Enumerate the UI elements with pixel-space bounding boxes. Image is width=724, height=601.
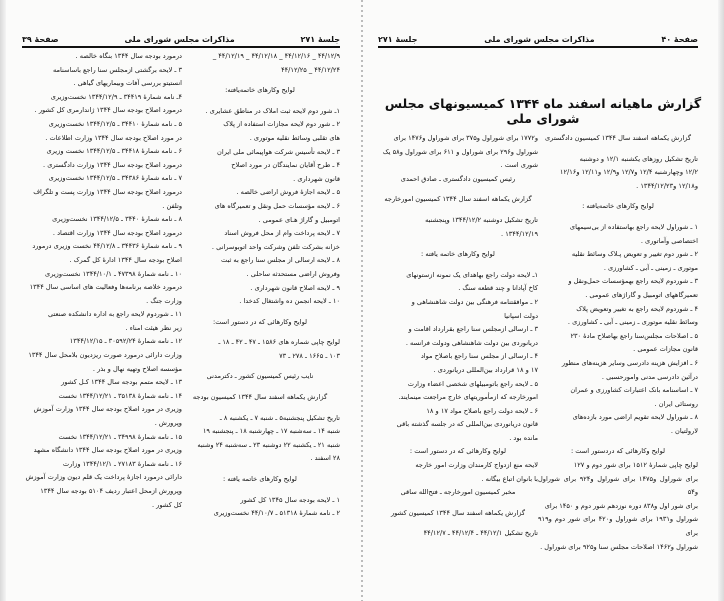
text-line: ۶ ـ نامه شمارهٔ ۳۴۴۱۸ ـ ۱۳۴۴/۱۲/۵ نخست وزیری — [46, 147, 182, 156]
text-line: ۳ ـ ارسالی ازمجلس سنا راجع بقرارداد اقامت و — [408, 325, 538, 334]
text-line: شنبه ۱۴ ـ سه‌شنبه ۱۷ ـ چهارشنبه ۱۸ ـ پنجشنبه ۱۹ — [202, 427, 340, 436]
text-line: رئیس کمیسیون دادگستری ـ صادق احمدی — [400, 174, 516, 183]
text-line: لوایح وکارهای خاتمه یافته : — [223, 475, 297, 484]
spacer — [538, 438, 698, 445]
text-line: گزارش یکماهه اسفند سال ۱۳۴۴ کمیسیون کشور — [390, 508, 526, 517]
text-line: درمورد اصلاح بودجه سال ۱۳۴۴ وزارت دادگستری . — [43, 160, 182, 169]
text-line: ۱ـ لایحه دولت راجع بهاهدای یک نمونه ازستونهای — [406, 270, 538, 279]
text-line: ۵ ـ لایحه اجازهٔ فروش اراضی خالصه . — [236, 188, 340, 197]
text-line: نایب رئیس کمیسیون کشور ـ دکترمدنی — [206, 372, 314, 381]
text-line: ۸ ـ شوراول لایحه تقویم اراضی مورد بازده‌های — [572, 413, 698, 422]
text-line: ۳ ـ شوردوم لایحه راجع بهمؤسسات حمل‌ونقل و — [568, 277, 698, 286]
text-line: ۱۱ ـ شوردوم لایحه راجع به اداره دانشکده صنعتی — [47, 310, 182, 319]
text-line: برای شور اول و۸۳۸ دوره نوزدهم شور دوم و ۱۴۵۰ برای — [544, 501, 698, 510]
report-title: گزارش ماهیانه اسفند ماه ۱۳۴۴ کمیسیونهای مجلس شورای ملی — [384, 96, 702, 126]
text-line: تعمیرگاههای اتومبیل و گاراژهای عمومی . — [585, 290, 698, 299]
text-line: انستیتو بررسی آفات وبیماریهای گیاهی . — [73, 79, 182, 88]
text-line: ۱۴ ـ نامه شمارهٔ ۳۵۱۳۸ ـ ۱۳۴۴/۱۲/۲۱ نخست — [58, 391, 182, 400]
text-line: ۵ ـ لایحه راجع باتومبیلهای شخصی اعضاء وزارت — [407, 379, 538, 388]
spacer — [538, 214, 698, 221]
text-line: لایحه منع ازدواج کارمندان وزارت امور خارجه — [415, 461, 538, 470]
text-line: گزارش یکماهه اسفند سال ۱۳۴۴ کمیسیون بودجه — [192, 393, 328, 402]
text-line: لوایح وکارهای خاتمه یافته : — [421, 250, 495, 259]
text-line: وسائط نقلیه موتوری ـ زمینی ـ آبی ـ کشاورزی . — [567, 318, 698, 327]
text-line: شنبه ۲۱ ـ یکشنبه ۲۲ دوشنبه ۲۳ ـ سه‌شنبه ۲۴ وشنبه — [197, 440, 340, 449]
text-line: لوایح وکارهائی که دردستور است : — [570, 447, 666, 456]
text-line: دریانوردی بین دولت شاهنشاهی ودولت فرانسه . — [405, 338, 538, 347]
spacer — [378, 500, 538, 507]
text-line: وپرورش ازمحل اعتبار ردیف ۵۱۰۴ بودجه سال ۱۳۴۴ — [40, 487, 182, 495]
text-line: و۱۲/۱۸ و۱۳۴۴/۱۲/۲۳ . — [636, 181, 698, 190]
spacer — [180, 77, 340, 84]
text-line: تاریخ تشکیل پنجشنبه۵ ـ شنبه ۷ ـ یکشنبه ۸ ـ — [219, 413, 340, 422]
text-line: لارولتیان . — [670, 426, 698, 435]
left-page-right-column — [180, 50, 340, 521]
text-line: مانده بود . — [509, 433, 538, 442]
text-line: اتومبیل و گاراژ هـای عمومی . — [258, 215, 340, 224]
text-line: کاخ آپادانا و چند قطعه سنگ . — [458, 284, 538, 293]
text-line: ۲ ـ شور دوم تغییر و تعویض پـلاک وسائط نقلیه — [571, 250, 698, 259]
text-line: ۴ ـ شوردوم لایحه راجع به تغییر وتعویض پلاک — [576, 304, 698, 313]
text-line: ۳ ـ لایحه تأسیس شرکت هواپیمائی ملی ایران — [217, 147, 340, 156]
text-line: ۹ ـ نامه شمارهٔ ۳۴۴۳۶ ـ ۴۴/۱۲/۸ نخست وزیری درمورد — [32, 242, 182, 251]
right-page-right-column — [538, 132, 698, 554]
text-line: گزارش یکماهه اسفند سال ۱۳۴۴ کمیسیون دادگستری — [545, 134, 691, 142]
text-line: ۴ ـ ارسالی از مجلس سنا راجع باصلاح مواد — [420, 352, 538, 361]
text-line: ۴ ـ طرح آقایان نمایندگان در مورد اصلاح — [231, 161, 340, 170]
text-line: تاریخ تشکیل ۴۴/۱۲/۱ ـ ۴۴/۱۲/۴ ـ ۴۴/۱۲/۷ — [423, 529, 538, 538]
text-line: قانون دریانوردی بین‌المللی که در جلسه گذشته باقی — [396, 420, 538, 429]
text-line: شوری است . — [500, 161, 538, 170]
text-line: ۳ ـ لایحه برگشتی ازمجلس سنا راجع باساسنامه — [52, 65, 182, 74]
text-line: شوراول و۲۹۶ برای شوراول و ۶۱۱ برای شوراول و۵۸ یک — [382, 147, 538, 156]
text-line: زیر نظر هیئت امناء . — [125, 323, 182, 332]
text-line: لوایح وکارهای خاتمه‌یافته: — [225, 86, 295, 95]
spacer — [180, 466, 340, 473]
text-line: خزانه بشرکت تلفن وشرکت واحد اتوبوسرانی . — [211, 242, 340, 251]
text-line: ۶ ـ افزایش هزینه دادرسی وسایر هزینه‌های منظور — [561, 358, 698, 367]
text-line: لوایح چاپی شمارهٔ ۱۵۱۲ برای شور دوم و ۱۲۷ — [573, 461, 698, 470]
text-line: ۲ ـ نامه شمارهٔ ۵۱۳۱۸ ـ ۴۴/۱۰/۷ نخست‌وزیری — [213, 509, 340, 518]
page-number: صفحهٔ ۴۰ — [661, 35, 698, 44]
text-line: ۹ ـ لایحه اصلاح قانون شهرداری . — [250, 283, 340, 292]
text-line: ۸ ـ لایحه ارسالی از مجلس سنا راجع به ثبت — [221, 256, 340, 265]
text-line: لوایح وکارهای خاتمه‌یافته : — [582, 202, 654, 211]
text-line: ۴۴/۱۲/۲۴ _ ۴۴/۱۲/۲۵ — [281, 65, 340, 74]
page-number: صفحهٔ ۳۹ — [22, 35, 59, 44]
text-line: ۸ ـ نامه شمارهٔ ۳۴۴۰ ـ ۱۳۴۴/۱۲/۵ نخست‌وزیری — [52, 215, 182, 224]
spacer — [180, 405, 340, 412]
text-line: لوایح وکارهائی که در دستور است : — [409, 447, 507, 456]
text-line: ۱۰ ـ لایحه انجمن ده واشتغال کدخدا . — [239, 297, 340, 306]
text-line: اختصاصی وآماتوری . — [640, 236, 698, 245]
text-line: با بانوان اتباع بیگانه . — [481, 474, 538, 483]
text-line: ۲ ـ شور دوم لایحه مجازات استفاده از پلاک‌ — [223, 120, 340, 129]
text-line: ۱۰ ـ نامه شمارهٔ ۴۷۳۹۸ ـ ۱۳۴۴/۱۰/۱ نخست‌وزیری — [45, 269, 182, 278]
text-line: اصلاح بودجه سال ۱۳۴۴ ادارهٔ کل گمرک . — [69, 255, 182, 264]
text-line: ۱۰۳ ـ ۱۶۶۵ ـ ۲۷۸ ـ ۷۳ — [279, 351, 340, 360]
spacer — [180, 309, 340, 316]
text-line: ۱۳ ـ لایحه متمم بودجه سال ۱۳۴۴ کـل کشور — [61, 378, 182, 387]
text-line: موتوری ـ زمینی ـ آبی ـ کشاورزی . — [603, 263, 698, 272]
text-line: دارائی درمورد اجازهٔ پرداخت یک قلم دیون وزارت آموزش — [25, 473, 182, 482]
text-line: وزیری در مورد اصلاح بودجه سال ۱۳۴۴ دانشگاه مشهد — [33, 446, 182, 455]
text-line: ۲ ـ موافقتنامه فرهنگی بین دولت شاهنشاهی و — [411, 297, 538, 306]
text-line: وپرورش . — [154, 419, 182, 428]
text-line: وزارت جنگ . — [146, 296, 182, 305]
text-line: ۱۶ ـ نامه شمارهٔ ۲۷۱۸۳ ـ ۱۳۴۴/۱۲/۱ وزارت — [62, 459, 182, 468]
text-line: ۷ ـ نامه شمارهٔ ۳۴۳۸۶ ـ ۱۳۴۴/۱۲/۵ نخست‌وزیری — [48, 174, 182, 183]
spacer — [180, 98, 340, 105]
spacer — [378, 207, 538, 214]
text-line: ۵ ـ نامه شمارهٔ ۳۴۴۱۰ ـ ۱۳۴۴/۱۲/۵ نخست‌وزیری — [48, 119, 182, 128]
text-line: وفروش اراضی مستحدثه ساحلی . — [246, 269, 340, 278]
text-line: شوراول و۱۹۳۱ برای شوراول و۴۲۰ برای شور دوم و۹۱۹ برای — [538, 515, 699, 538]
spacer — [180, 487, 340, 494]
text-line: ۱ ـ شوراول لایحه راجع بهاستفاده از بی‌سیمهای — [569, 222, 698, 231]
text-line: ۴ـ نامه شمارهٔ ۳۴۴۱۹ ـ ۱۳۴۴/۱۲/۹ نخست‌وزیری — [50, 92, 182, 101]
text-line: درمورد بودجه سال ۱۳۴۴ بنگاه خالصه . — [75, 52, 182, 60]
text-line: های تقلبی وسائط نقلیه موتوری . — [249, 133, 340, 142]
text-line: ۵ ـ اصلاحات مجلس‌سنا راجع بهاصلاح مادهٔ ۲۳۰ — [570, 331, 698, 340]
text-line: قانون مجازات عمومی . — [633, 345, 698, 354]
text-line: ۶ ـ لایحه مؤسسات حمل ونقل و تعمیرگاه های — [214, 201, 340, 210]
text-line: روستائی ایران . — [654, 399, 698, 408]
text-line: درمورد خلاصه برنامه‌ها وفعالیت های اساسی سال ۱۳۴۴ — [29, 283, 182, 292]
text-line: درمورد اصلاح بودجه سال ۱۳۴۴ وزارت پست و تلگراف — [33, 187, 182, 196]
spacer — [378, 186, 538, 193]
spacer — [180, 384, 340, 391]
text-line: ۱۷ و ۱۸ قرارداد بین‌المللی دریانوردی . — [433, 365, 538, 374]
right-page-left-column — [378, 132, 538, 541]
text-line: امورخارجه که ازمأموریتهای خارج مراجعت مینمایند. — [398, 393, 538, 402]
spacer — [180, 363, 340, 370]
text-line: تاریخ تشکیل دوشنبه ۱۳۴۴/۱۲/۲ وپنجشنبه — [425, 215, 538, 224]
text-line: وزیری در مورد اصلاح بودجه سال ۱۳۴۴ وزارت آموزش — [33, 405, 182, 414]
text-line: وتلفن . — [162, 201, 182, 210]
text-line: ۷ ـ لایحه پرداخت وام از محل فروش اسناد — [224, 229, 340, 238]
text-line: مخبر کمیسیون امورخارجه ـ فتح‌الله ساقی — [400, 488, 516, 497]
spacer — [378, 262, 538, 269]
text-line: تاریخ تشکیل روزهای یکشنبه ۱۲/۱ و دوشنبه — [579, 154, 698, 163]
text-line: ۱ ـ لایحه بودجه سال ۱۳۴۵ کل کشور — [240, 495, 340, 504]
text-line: درآئین دادرسی مدنی وامورحسبی . — [601, 372, 698, 381]
text-line: کل کشور . — [151, 500, 182, 509]
text-line: ۱ـ شور دوم لایحه ثبت املاک در مناطق عشایری . — [205, 106, 340, 115]
left-page-left-column — [22, 50, 182, 512]
session-number: جلسهٔ ۲۷۱ — [300, 35, 340, 44]
text-line: ۱۳۴۴/۱۲/۱۹ . — [501, 229, 538, 238]
text-line: درمورد اصلاح بودجه سال ۱۳۴۴ ژاندارمری کل کشور . — [34, 106, 182, 115]
text-line: گزارش یکماهه اسفند سال ۱۳۴۴ کمیسیون امورخارجه — [384, 195, 532, 204]
left-page-header — [22, 28, 340, 48]
right-page — [362, 0, 724, 601]
text-line: مؤسسه اصلاح وتهیه نهال و بذر . — [92, 364, 182, 373]
spacer — [538, 193, 698, 200]
text-line: شوراول و۱۴۶۲ اصلاحات مجلس سنا و۹۲۵ برای شوراول . — [540, 542, 698, 551]
text-line: برای شوراول و۱۴۷۵ برای شوراول و۹۲۴ برای شوراول و۵۴ — [538, 474, 698, 497]
text-line: ۱۵ ـ نامه شمارهٔ ۳۴۹۹۸ ـ ۱۳۴۴/۱۲/۲۱ نخست — [58, 432, 182, 441]
text-line: ۴۴/۱۲/۹ _ ۴۴/۱۲/۱۶ _ ۴۴/۱۲/۱۸ _ ۴۴/۱۲/۱۹ _ — [212, 52, 340, 60]
text-line: ۷ ـ اساسنامه بانک اعتبارات کشاورزی و عمران — [570, 386, 698, 395]
text-line: قانون شهرداری . — [293, 174, 340, 183]
spacer — [378, 520, 538, 527]
text-line: ۲۸ اسفند . — [310, 454, 340, 463]
text-line: و۱۷۷۲ برای شوراول و۳۷۵ برای شوراول و۱۴۷۶ برای — [393, 134, 538, 142]
text-line: لوایح چاپی شماره های ۱۵۸۶ ـ ۴۷ ـ ۴۲ ـ ۱۸ ـ — [218, 338, 340, 347]
running-title: مذاکرات مجلس شورای ملی — [484, 35, 595, 44]
text-line: ۶ ـ لایحه دولت راجع باصلاح مواد ۱۷ و ۱۸ — [426, 406, 538, 415]
text-line: در مورد اصلاح بودجه سال ۱۳۴۴ وزارت اطلاعات . — [45, 133, 182, 142]
right-page-header — [378, 28, 698, 48]
text-line: ۱۲/۲ وچهارشنبه ۱۲/۴ و۱۲/۷ و۱۲/۹ و۱۲/۱۱ و۱۲/۱۶ — [559, 168, 698, 177]
spacer — [378, 241, 538, 248]
spacer — [180, 329, 340, 336]
text-line: دولت اسپانیا — [504, 311, 538, 320]
text-line: درمورد اصلاح بودجه سال ۱۳۴۴ وزارت اقتصاد . — [52, 228, 182, 237]
session-number: جلسهٔ ۲۷۱ — [378, 35, 418, 44]
running-title: مذاکرات مجلس شورای ملی — [124, 35, 235, 44]
text-line: وزارت دارائی درمورد صورت ریزدیون بلامحل سال ۱۳۴۴ — [28, 351, 182, 360]
text-line: لوایح وکارهائی که در دستور است: — [212, 317, 308, 326]
spacer — [538, 146, 698, 153]
text-line: ۱۲ ـ نامه شمارهٔ ۳۰۵۹۲/۲۴ ـ ۱۳۴۴/۱۲/۱۵ — [69, 337, 182, 346]
